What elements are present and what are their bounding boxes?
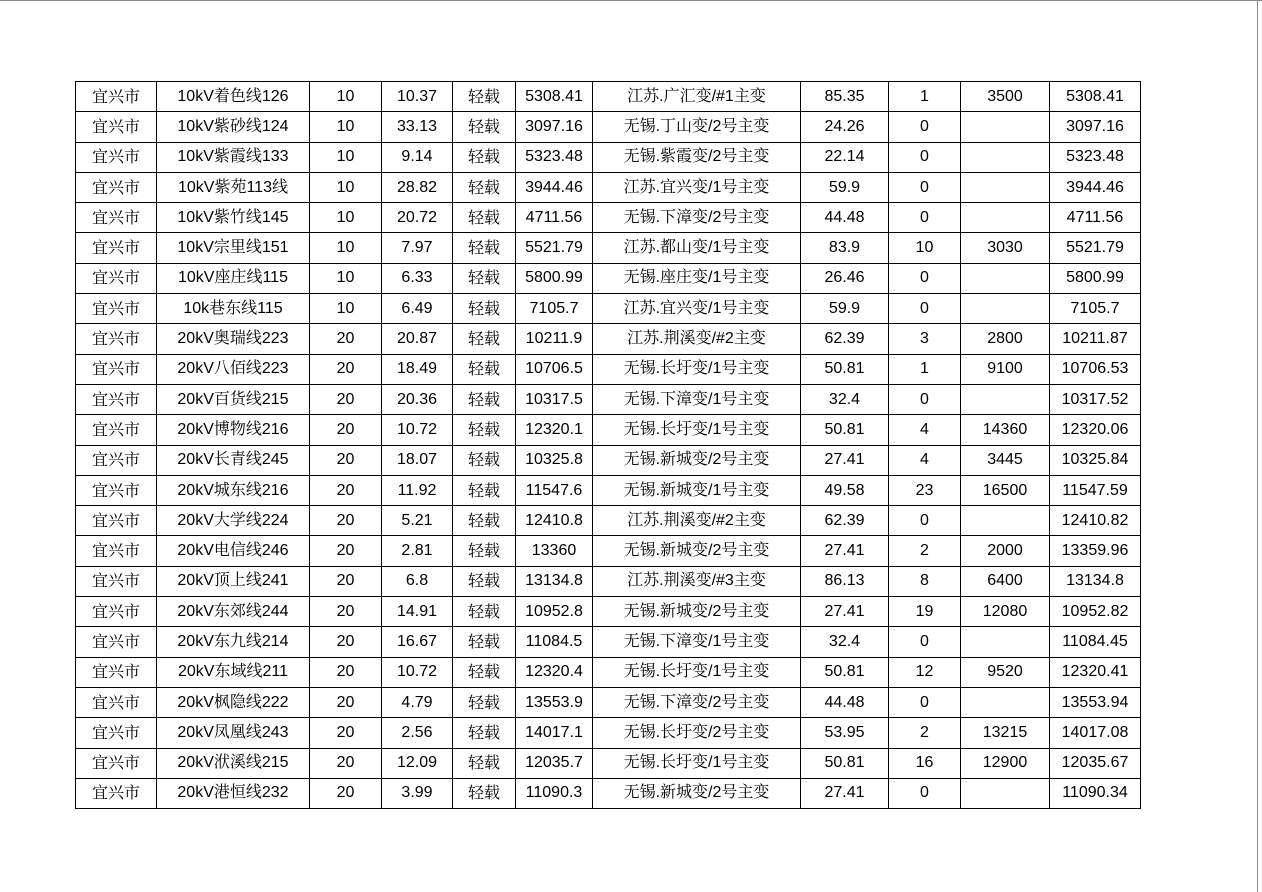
load-status-cell: 轻载 [453, 142, 516, 172]
line-name-cell: 20kV港恒线232 [157, 778, 310, 808]
total-cell: 7105.7 [1050, 294, 1141, 324]
count-cell: 19 [889, 597, 961, 627]
line-name-cell: 20kV奥瑞线223 [157, 324, 310, 354]
total-cell: 13553.94 [1050, 687, 1141, 717]
load-status-cell: 轻载 [453, 415, 516, 445]
total-cell: 14017.08 [1050, 718, 1141, 748]
value-cell [961, 294, 1050, 324]
total-cell: 11090.34 [1050, 778, 1141, 808]
table-row [76, 203, 1141, 233]
substation-transformer-cell: 无锡.下漳变/2号主变 [593, 687, 801, 717]
city-cell: 宜兴市 [76, 294, 157, 324]
transformer-load-cell: 50.81 [801, 415, 889, 445]
transformer-load-cell: 50.81 [801, 657, 889, 687]
line-name-cell: 20kV东郊线244 [157, 597, 310, 627]
value-cell: 2800 [961, 324, 1050, 354]
city-cell: 宜兴市 [76, 112, 157, 142]
voltage-cell: 20 [310, 475, 382, 505]
count-cell: 1 [889, 354, 961, 384]
capacity-cell: 13134.8 [516, 566, 593, 596]
line-name-cell: 20kV博物线216 [157, 415, 310, 445]
capacity-cell: 5800.99 [516, 263, 593, 293]
line-name-cell: 20kV东九线214 [157, 627, 310, 657]
value-cell: 9100 [961, 354, 1050, 384]
total-cell: 10325.84 [1050, 445, 1141, 475]
voltage-cell: 20 [310, 778, 382, 808]
city-cell: 宜兴市 [76, 748, 157, 778]
capacity-cell: 3944.46 [516, 172, 593, 202]
line-name-cell: 20kV东域线211 [157, 657, 310, 687]
city-cell: 宜兴市 [76, 778, 157, 808]
length-cell: 6.49 [382, 294, 453, 324]
transformer-load-cell: 44.48 [801, 203, 889, 233]
line-name-cell: 20kV洑溪线215 [157, 748, 310, 778]
city-cell: 宜兴市 [76, 142, 157, 172]
length-cell: 18.49 [382, 354, 453, 384]
substation-transformer-cell: 无锡.紫霞变/2号主变 [593, 142, 801, 172]
total-cell: 3944.46 [1050, 172, 1141, 202]
table-row [76, 778, 1141, 808]
city-cell: 宜兴市 [76, 475, 157, 505]
capacity-cell: 12320.1 [516, 415, 593, 445]
total-cell: 12410.82 [1050, 506, 1141, 536]
total-cell: 10952.82 [1050, 597, 1141, 627]
load-status-cell: 轻载 [453, 294, 516, 324]
voltage-cell: 20 [310, 718, 382, 748]
length-cell: 33.13 [382, 112, 453, 142]
count-cell: 0 [889, 506, 961, 536]
length-cell: 9.14 [382, 142, 453, 172]
length-cell: 6.8 [382, 566, 453, 596]
total-cell: 11547.59 [1050, 475, 1141, 505]
voltage-cell: 20 [310, 384, 382, 414]
load-status-cell: 轻载 [453, 324, 516, 354]
page-top-border [0, 0, 1262, 1]
value-cell: 12080 [961, 597, 1050, 627]
transformer-load-cell: 27.41 [801, 536, 889, 566]
substation-transformer-cell: 无锡.下漳变/1号主变 [593, 384, 801, 414]
capacity-cell: 11090.3 [516, 778, 593, 808]
table-row [76, 233, 1141, 263]
total-cell: 12320.41 [1050, 657, 1141, 687]
line-name-cell: 10kV座庄线115 [157, 263, 310, 293]
table-row [76, 627, 1141, 657]
count-cell: 0 [889, 263, 961, 293]
voltage-cell: 20 [310, 687, 382, 717]
transformer-load-cell: 32.4 [801, 384, 889, 414]
table-row [76, 82, 1141, 112]
length-cell: 18.07 [382, 445, 453, 475]
count-cell: 23 [889, 475, 961, 505]
table-body [76, 82, 1141, 809]
substation-transformer-cell: 无锡.长圩变/1号主变 [593, 415, 801, 445]
city-cell: 宜兴市 [76, 536, 157, 566]
count-cell: 2 [889, 718, 961, 748]
city-cell: 宜兴市 [76, 445, 157, 475]
table-row [76, 657, 1141, 687]
voltage-cell: 20 [310, 597, 382, 627]
voltage-cell: 10 [310, 112, 382, 142]
substation-transformer-cell: 无锡.长圩变/2号主变 [593, 718, 801, 748]
load-status-cell: 轻载 [453, 718, 516, 748]
table-row [76, 597, 1141, 627]
length-cell: 4.79 [382, 687, 453, 717]
substation-transformer-cell: 无锡.下漳变/1号主变 [593, 627, 801, 657]
transformer-load-cell: 49.58 [801, 475, 889, 505]
length-cell: 16.67 [382, 627, 453, 657]
capacity-cell: 12410.8 [516, 506, 593, 536]
city-cell: 宜兴市 [76, 172, 157, 202]
voltage-cell: 20 [310, 536, 382, 566]
value-cell [961, 506, 1050, 536]
load-status-cell: 轻载 [453, 112, 516, 142]
count-cell: 1 [889, 82, 961, 112]
value-cell [961, 263, 1050, 293]
total-cell: 5521.79 [1050, 233, 1141, 263]
city-cell: 宜兴市 [76, 263, 157, 293]
substation-transformer-cell: 无锡.座庄变/1号主变 [593, 263, 801, 293]
substation-transformer-cell: 无锡.新城变/2号主变 [593, 536, 801, 566]
city-cell: 宜兴市 [76, 354, 157, 384]
transformer-load-cell: 83.9 [801, 233, 889, 263]
length-cell: 12.09 [382, 748, 453, 778]
table-row [76, 475, 1141, 505]
capacity-cell: 10317.5 [516, 384, 593, 414]
city-cell: 宜兴市 [76, 415, 157, 445]
table-row [76, 263, 1141, 293]
city-cell: 宜兴市 [76, 384, 157, 414]
capacity-cell: 10211.9 [516, 324, 593, 354]
voltage-cell: 10 [310, 263, 382, 293]
voltage-cell: 10 [310, 172, 382, 202]
count-cell: 12 [889, 657, 961, 687]
length-cell: 14.91 [382, 597, 453, 627]
table-row [76, 415, 1141, 445]
length-cell: 3.99 [382, 778, 453, 808]
load-status-cell: 轻载 [453, 566, 516, 596]
substation-transformer-cell: 江苏.都山变/1号主变 [593, 233, 801, 263]
city-cell: 宜兴市 [76, 566, 157, 596]
total-cell: 5800.99 [1050, 263, 1141, 293]
table-row [76, 687, 1141, 717]
count-cell: 0 [889, 142, 961, 172]
table-row [76, 112, 1141, 142]
table-row [76, 445, 1141, 475]
load-status-cell: 轻载 [453, 82, 516, 112]
line-name-cell: 20kV长青线245 [157, 445, 310, 475]
count-cell: 0 [889, 203, 961, 233]
substation-transformer-cell: 无锡.新城变/2号主变 [593, 778, 801, 808]
substation-transformer-cell: 无锡.下漳变/2号主变 [593, 203, 801, 233]
count-cell: 16 [889, 748, 961, 778]
transformer-load-cell: 85.35 [801, 82, 889, 112]
value-cell [961, 142, 1050, 172]
line-name-cell: 20kV电信线246 [157, 536, 310, 566]
length-cell: 20.36 [382, 384, 453, 414]
transformer-load-cell: 50.81 [801, 354, 889, 384]
transformer-load-cell: 24.26 [801, 112, 889, 142]
substation-transformer-cell: 无锡.长圩变/1号主变 [593, 657, 801, 687]
line-name-cell: 20kV八佰线223 [157, 354, 310, 384]
substation-transformer-cell: 江苏.广汇变/#1主变 [593, 82, 801, 112]
length-cell: 10.72 [382, 657, 453, 687]
value-cell: 3445 [961, 445, 1050, 475]
table-row [76, 748, 1141, 778]
value-cell: 3500 [961, 82, 1050, 112]
line-name-cell: 20kV枫隐线222 [157, 687, 310, 717]
transformer-load-cell: 50.81 [801, 748, 889, 778]
value-cell: 12900 [961, 748, 1050, 778]
substation-transformer-cell: 江苏.荆溪变/#3主变 [593, 566, 801, 596]
voltage-cell: 10 [310, 203, 382, 233]
transformer-load-cell: 22.14 [801, 142, 889, 172]
load-status-cell: 轻载 [453, 597, 516, 627]
length-cell: 2.56 [382, 718, 453, 748]
length-cell: 20.87 [382, 324, 453, 354]
substation-transformer-cell: 无锡.丁山变/2号主变 [593, 112, 801, 142]
line-name-cell: 20kV顶上线241 [157, 566, 310, 596]
transformer-load-cell: 27.41 [801, 778, 889, 808]
transformer-load-cell: 27.41 [801, 445, 889, 475]
capacity-cell: 3097.16 [516, 112, 593, 142]
substation-transformer-cell: 无锡.新城变/2号主变 [593, 445, 801, 475]
capacity-cell: 5521.79 [516, 233, 593, 263]
voltage-cell: 20 [310, 506, 382, 536]
count-cell: 0 [889, 778, 961, 808]
capacity-cell: 12035.7 [516, 748, 593, 778]
voltage-cell: 20 [310, 566, 382, 596]
count-cell: 0 [889, 627, 961, 657]
value-cell: 3030 [961, 233, 1050, 263]
transformer-load-cell: 53.95 [801, 718, 889, 748]
load-status-cell: 轻载 [453, 536, 516, 566]
length-cell: 10.37 [382, 82, 453, 112]
load-status-cell: 轻载 [453, 233, 516, 263]
voltage-cell: 10 [310, 294, 382, 324]
substation-transformer-cell: 无锡.长圩变/1号主变 [593, 748, 801, 778]
total-cell: 5323.48 [1050, 142, 1141, 172]
substation-transformer-cell: 江苏.宜兴变/1号主变 [593, 172, 801, 202]
table-row [76, 142, 1141, 172]
voltage-cell: 20 [310, 627, 382, 657]
value-cell: 6400 [961, 566, 1050, 596]
capacity-cell: 10325.8 [516, 445, 593, 475]
load-status-cell: 轻载 [453, 172, 516, 202]
length-cell: 20.72 [382, 203, 453, 233]
length-cell: 10.72 [382, 415, 453, 445]
table-row [76, 324, 1141, 354]
load-status-cell: 轻载 [453, 748, 516, 778]
load-status-cell: 轻载 [453, 778, 516, 808]
value-cell [961, 627, 1050, 657]
capacity-cell: 13360 [516, 536, 593, 566]
capacity-cell: 11084.5 [516, 627, 593, 657]
line-name-cell: 10k巷东线115 [157, 294, 310, 324]
city-cell: 宜兴市 [76, 687, 157, 717]
load-status-cell: 轻载 [453, 203, 516, 233]
capacity-cell: 12320.4 [516, 657, 593, 687]
city-cell: 宜兴市 [76, 233, 157, 263]
value-cell [961, 112, 1050, 142]
line-name-cell: 10kV着色线126 [157, 82, 310, 112]
city-cell: 宜兴市 [76, 324, 157, 354]
total-cell: 10706.53 [1050, 354, 1141, 384]
transformer-load-cell: 59.9 [801, 172, 889, 202]
length-cell: 6.33 [382, 263, 453, 293]
value-cell [961, 687, 1050, 717]
voltage-cell: 20 [310, 657, 382, 687]
value-cell: 9520 [961, 657, 1050, 687]
length-cell: 2.81 [382, 536, 453, 566]
total-cell: 10211.87 [1050, 324, 1141, 354]
line-name-cell: 20kV百货线215 [157, 384, 310, 414]
load-status-cell: 轻载 [453, 354, 516, 384]
table-row [76, 566, 1141, 596]
substation-transformer-cell: 无锡.新城变/2号主变 [593, 597, 801, 627]
value-cell: 2000 [961, 536, 1050, 566]
table-row [76, 294, 1141, 324]
capacity-cell: 14017.1 [516, 718, 593, 748]
transformer-load-cell: 86.13 [801, 566, 889, 596]
city-cell: 宜兴市 [76, 718, 157, 748]
count-cell: 0 [889, 384, 961, 414]
city-cell: 宜兴市 [76, 203, 157, 233]
length-cell: 7.97 [382, 233, 453, 263]
table-row [76, 536, 1141, 566]
capacity-cell: 11547.6 [516, 475, 593, 505]
load-status-cell: 轻载 [453, 384, 516, 414]
count-cell: 8 [889, 566, 961, 596]
transformer-load-cell: 62.39 [801, 506, 889, 536]
transformer-load-cell: 59.9 [801, 294, 889, 324]
count-cell: 10 [889, 233, 961, 263]
city-cell: 宜兴市 [76, 506, 157, 536]
line-name-cell: 10kV紫砂线124 [157, 112, 310, 142]
city-cell: 宜兴市 [76, 657, 157, 687]
count-cell: 4 [889, 415, 961, 445]
load-status-cell: 轻载 [453, 475, 516, 505]
transformer-load-cell: 32.4 [801, 627, 889, 657]
table-row [76, 354, 1141, 384]
feeder-load-table [75, 81, 1141, 809]
table-row [76, 384, 1141, 414]
total-cell: 3097.16 [1050, 112, 1141, 142]
line-name-cell: 10kV紫苑113线 [157, 172, 310, 202]
count-cell: 4 [889, 445, 961, 475]
count-cell: 3 [889, 324, 961, 354]
count-cell: 0 [889, 172, 961, 202]
count-cell: 0 [889, 687, 961, 717]
total-cell: 4711.56 [1050, 203, 1141, 233]
capacity-cell: 13553.9 [516, 687, 593, 717]
value-cell: 13215 [961, 718, 1050, 748]
line-name-cell: 10kV紫竹线145 [157, 203, 310, 233]
table-row [76, 718, 1141, 748]
city-cell: 宜兴市 [76, 597, 157, 627]
page-right-border [1257, 0, 1258, 892]
line-name-cell: 20kV大学线224 [157, 506, 310, 536]
total-cell: 10317.52 [1050, 384, 1141, 414]
table-row [76, 506, 1141, 536]
city-cell: 宜兴市 [76, 82, 157, 112]
total-cell: 13134.8 [1050, 566, 1141, 596]
line-name-cell: 10kV紫霞线133 [157, 142, 310, 172]
voltage-cell: 10 [310, 82, 382, 112]
total-cell: 11084.45 [1050, 627, 1141, 657]
line-name-cell: 20kV凤凰线243 [157, 718, 310, 748]
line-name-cell: 10kV宗里线151 [157, 233, 310, 263]
load-status-cell: 轻载 [453, 627, 516, 657]
load-status-cell: 轻载 [453, 506, 516, 536]
capacity-cell: 10952.8 [516, 597, 593, 627]
total-cell: 13359.96 [1050, 536, 1141, 566]
capacity-cell: 4711.56 [516, 203, 593, 233]
voltage-cell: 20 [310, 445, 382, 475]
capacity-cell: 5323.48 [516, 142, 593, 172]
capacity-cell: 5308.41 [516, 82, 593, 112]
value-cell: 16500 [961, 475, 1050, 505]
transformer-load-cell: 26.46 [801, 263, 889, 293]
voltage-cell: 20 [310, 415, 382, 445]
transformer-load-cell: 27.41 [801, 597, 889, 627]
total-cell: 12320.06 [1050, 415, 1141, 445]
capacity-cell: 10706.5 [516, 354, 593, 384]
count-cell: 2 [889, 536, 961, 566]
voltage-cell: 20 [310, 324, 382, 354]
load-status-cell: 轻载 [453, 263, 516, 293]
value-cell: 14360 [961, 415, 1050, 445]
load-status-cell: 轻载 [453, 445, 516, 475]
length-cell: 5.21 [382, 506, 453, 536]
substation-transformer-cell: 江苏.宜兴变/1号主变 [593, 294, 801, 324]
capacity-cell: 7105.7 [516, 294, 593, 324]
value-cell [961, 203, 1050, 233]
load-status-cell: 轻载 [453, 657, 516, 687]
substation-transformer-cell: 无锡.新城变/1号主变 [593, 475, 801, 505]
length-cell: 28.82 [382, 172, 453, 202]
substation-transformer-cell: 无锡.长圩变/1号主变 [593, 354, 801, 384]
value-cell [961, 384, 1050, 414]
count-cell: 0 [889, 294, 961, 324]
substation-transformer-cell: 江苏.荆溪变/#2主变 [593, 506, 801, 536]
transformer-load-cell: 44.48 [801, 687, 889, 717]
length-cell: 11.92 [382, 475, 453, 505]
count-cell: 0 [889, 112, 961, 142]
value-cell [961, 172, 1050, 202]
total-cell: 12035.67 [1050, 748, 1141, 778]
city-cell: 宜兴市 [76, 627, 157, 657]
total-cell: 5308.41 [1050, 82, 1141, 112]
voltage-cell: 10 [310, 142, 382, 172]
transformer-load-cell: 62.39 [801, 324, 889, 354]
line-name-cell: 20kV城东线216 [157, 475, 310, 505]
table-row [76, 172, 1141, 202]
load-status-cell: 轻载 [453, 687, 516, 717]
voltage-cell: 20 [310, 354, 382, 384]
value-cell [961, 778, 1050, 808]
voltage-cell: 10 [310, 233, 382, 263]
voltage-cell: 20 [310, 748, 382, 778]
substation-transformer-cell: 江苏.荆溪变/#2主变 [593, 324, 801, 354]
